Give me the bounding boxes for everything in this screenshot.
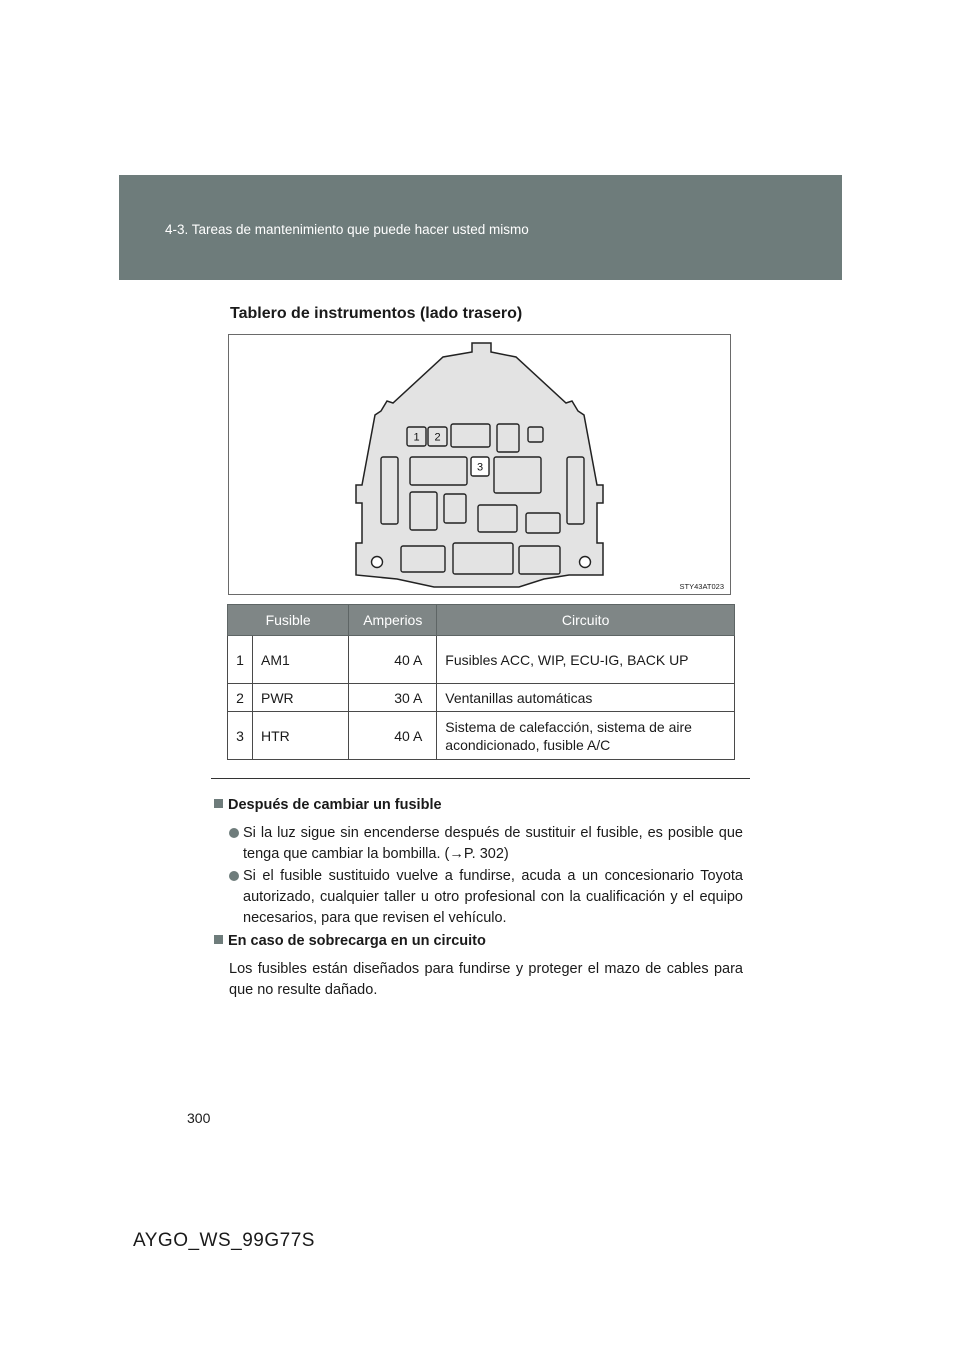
- square-bullet-icon: [214, 935, 223, 944]
- callout-3: 3: [476, 461, 484, 474]
- fuse-name: AM1: [253, 636, 349, 684]
- fuse-amps: 40 A: [349, 636, 437, 684]
- illustration-code: STY43AT023: [679, 582, 724, 591]
- fuse-amps: 30 A: [349, 684, 437, 712]
- fuse-circuit: Ventanillas automáticas: [437, 684, 735, 712]
- fuse-amps: 40 A: [349, 712, 437, 760]
- column-header-fuse: Fusible: [228, 605, 349, 636]
- page-subtitle: Tablero de instrumentos (lado trasero): [230, 305, 523, 322]
- fuse-name: PWR: [253, 684, 349, 712]
- note-heading-text: En caso de sobrecarga en un circuito: [228, 933, 486, 949]
- section-divider: [211, 778, 750, 779]
- circle-bullet-icon: [229, 828, 239, 838]
- column-header-amps: Amperios: [349, 605, 437, 636]
- table-row: [228, 684, 735, 712]
- fuse-box-illustration: [229, 335, 730, 594]
- table-row: [228, 636, 735, 684]
- section-title: 4-3. Tareas de mantenimiento que puede hacer usted mismo: [165, 222, 529, 237]
- fuse-number: 3: [228, 712, 253, 760]
- column-header-circuit: Circuito: [437, 605, 735, 636]
- header-band: [119, 175, 842, 280]
- fuse-table: [227, 604, 735, 760]
- note-heading-text: Después de cambiar un fusible: [228, 797, 442, 813]
- fuse-box-diagram: [228, 334, 731, 595]
- fuse-number: 2: [228, 684, 253, 712]
- note-heading-after-replacing: [214, 797, 442, 813]
- callout-2: 2: [434, 431, 441, 444]
- overload-paragraph: Los fusibles están diseñados para fundirse y proteger el mazo de cables para que no resulte dañado.: [229, 961, 743, 998]
- fuse-circuit: Fusibles ACC, WIP, ECU-IG, BACK UP: [437, 636, 735, 684]
- table-row: [228, 712, 735, 760]
- fuse-name: HTR: [253, 712, 349, 760]
- square-bullet-icon: [214, 799, 223, 808]
- fuse-number: 1: [228, 636, 253, 684]
- circle-bullet-icon: [229, 871, 239, 881]
- note-heading-overload: [214, 933, 486, 949]
- document-code: AYGO_WS_99G77S: [133, 1230, 315, 1251]
- fuse-circuit: Sistema de calefacción, sistema de aire acondicionado, fusible A/C: [437, 712, 735, 760]
- callout-1: 1: [413, 431, 420, 444]
- fuse-slot-3: [410, 457, 467, 485]
- table-header-row: [228, 605, 735, 636]
- bullet-item: [229, 866, 743, 929]
- page-number: 300: [187, 1110, 211, 1126]
- bullet-text: Si la luz sigue sin encenderse después de sustituir el fusible, es posible que tenga que cambiar la bombilla. (→P. 302): [243, 825, 743, 862]
- bullet-text: Si el fusible sustituido vuelve a fundirse, acuda a un concesionario Toyota autorizado, cualquier taller u otro profesional con la cualificación y el equipo necesarios, para que revisen el vehículo.: [243, 868, 743, 926]
- bullet-item: [229, 823, 743, 865]
